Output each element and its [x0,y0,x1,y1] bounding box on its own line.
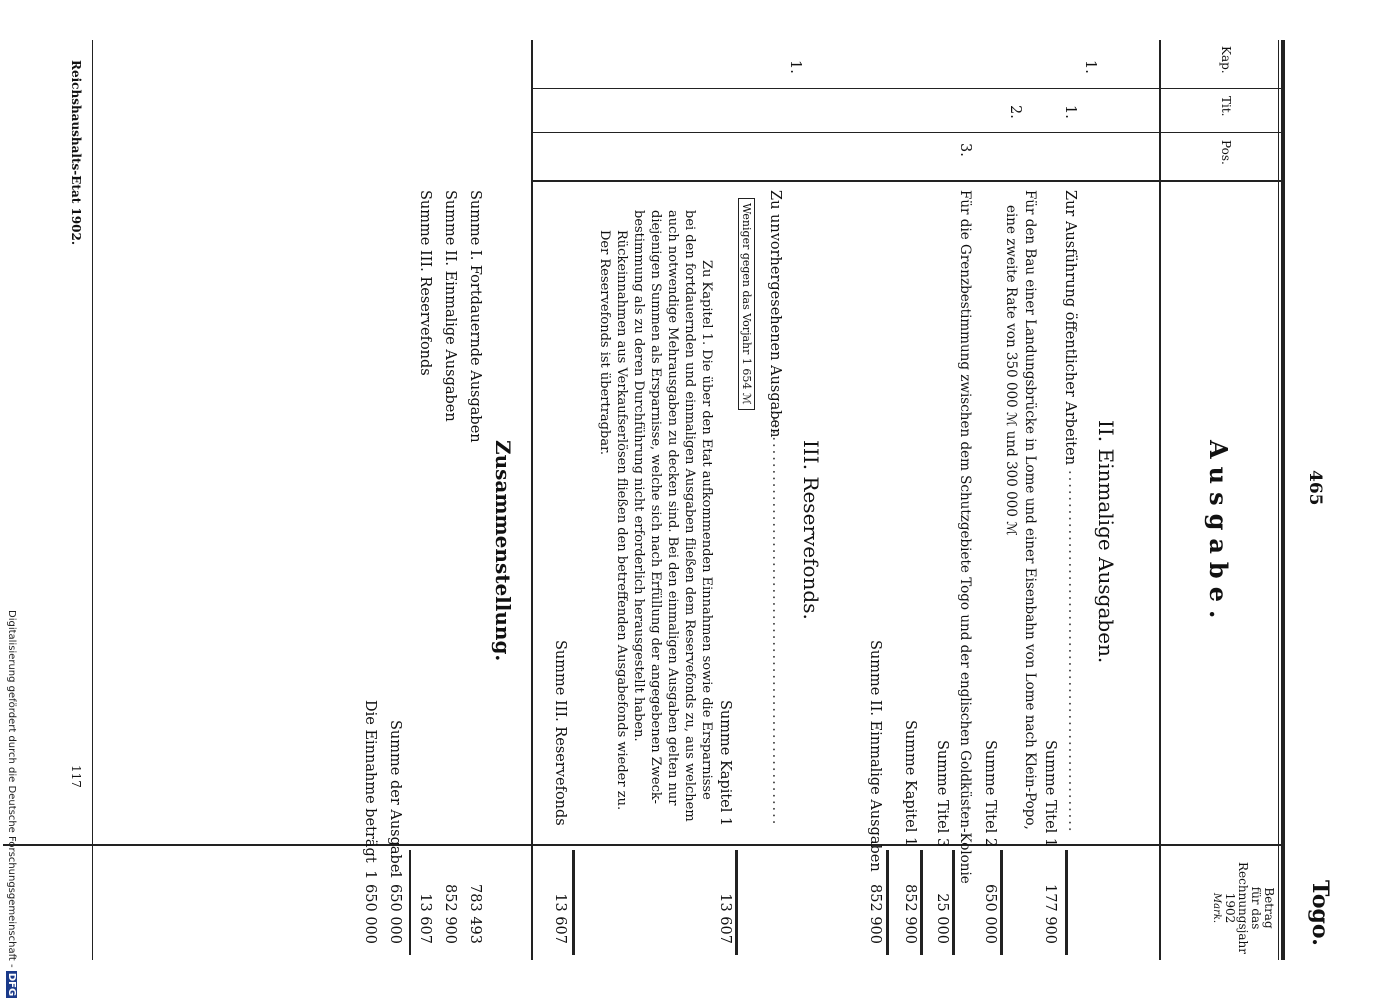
sep-kap [533,88,1283,89]
s2-sum3-label: Summe Titel 3 [934,740,950,848]
sep-pos [533,180,1283,182]
s2-sum-ii-label: Summe II. Einmalige Ausgaben [867,640,883,872]
top-rule-thin [1278,40,1279,960]
heading-ausgabe: Ausgabe. [1204,440,1233,627]
s2-sum1-value: 177 900 [1042,884,1058,944]
s2-tit1: 1. [1062,105,1078,119]
footer-left: Reichshaushalts-Etat 1902. [69,60,83,246]
col-betrag: Betrag für das Rechnungsjahr 1902 Mark. [1211,862,1276,954]
summary-row-1-value: 783 493 [467,884,483,944]
summary-row-1-label: Summe I. Fortdauernde Ausgaben [467,190,483,443]
s3-sum-iii-value: 13 607 [552,893,568,944]
s2-sum3-rule [952,850,955,955]
section-ii-title: II. Einmalige Ausgaben. [1094,420,1118,664]
s2-item1-leader: ....................................................... [1065,470,1081,834]
sep-amount [3,844,1283,846]
dfg-badge: DFG [6,972,17,997]
s3-item: Zu unvorhergesehenen Ausgaben [767,190,783,438]
summary-total-rule [409,850,411,955]
s2-sum-ii-rule [886,850,889,955]
summary-rule [531,40,533,960]
bottom-rule [92,40,93,960]
s3-sum-iii-label: Summe III. Reservefonds [552,640,568,826]
s3-note: Zu Kapitel 1. Die über den Etat aufkommenden Einnahmen sowie die Ersparnisse bei den fortdauernden und einmaligen Ausgaben fließen dem Reservefonds zu, aus welchem auch notwendige Mehrausgaben zu decken sind. Bei den einmaligen Ausgaben gelten nur diejenigen Summen als Ersparnisse, welche sich nach Erfüllung der angegebenen Zweck- bestimmung als zu deren Durchführung nicht erforderlich herausgestellt haben. Rückeinnahmen aus Verkaufserlösen fließen den betreffenden Ausgabefonds wieder zu. Der Reservefonds ist übertragbar. [597,210,714,822]
s2-item2-line1: Für den Bau einer Landungsbrücke in Lome und einer Eisenbahn von Lome nach Klein-Popo, [1022,190,1038,830]
s2-tit2: 2. [1007,105,1023,119]
summary-income-label: Die Einnahme beträgt [362,700,378,863]
footer-right: 117 [69,765,83,788]
s2-item3: Für die Grenzbestimmung zwischen dem Schutzgebiete Togo und der englischen Goldküsten-Kolonie [957,190,973,884]
s3-sumkap-value: 13 607 [717,893,733,944]
col-pos: Pos. [1219,140,1233,165]
s2-kap: 1. [1082,60,1098,74]
col-kap: Kap. [1219,46,1233,74]
summary-row-2-value: 852 900 [442,884,458,944]
summary-row-3-value: 13 607 [417,893,433,944]
s2-sum2-rule [1000,850,1003,955]
summary-income-value: 1 650 000 [362,870,378,944]
s2-sum3-value: 25 000 [934,893,950,944]
s3-item-leader: ............................................................... [769,410,785,827]
s2-sum1-rule [1065,850,1068,955]
summary-total-value: 1 650 000 [387,870,403,944]
summary-row-2-label: Summe II. Einmalige Ausgaben [442,190,458,422]
s2-sumkap-label: Summe Kapitel 1 [902,720,918,847]
sep-tit [533,132,1283,133]
s3-sumkap-label: Summe Kapitel 1 [717,700,733,827]
header-rule [1159,40,1161,960]
s3-sumkap-rule [735,850,738,955]
s2-item2-line2: eine zweite Rate von 350 000 ℳ und 300 000 ℳ [1003,205,1019,536]
s2-sum-ii-value: 852 900 [867,884,883,944]
country-title: Togo. [1307,880,1333,946]
s3-box: Weniger gegen das Vorjahr 1 654 ℳ [739,198,758,410]
s2-item1: Zur Ausführung öffentlicher Arbeiten [1062,190,1078,466]
s2-tit3: 3. [957,143,973,157]
top-rule-thick [1281,40,1285,960]
page-number: 465 [1305,470,1325,506]
s2-sum2-value: 650 000 [982,884,998,944]
col-tit: Tit. [1219,96,1233,117]
s3-kap: 1. [787,60,803,74]
summary-total-label: Summe der Ausgabe [387,720,403,873]
digitization-credit: Digitalisierung gefördert durch die Deutsche Forschungsgemeinschaft - DFG [6,610,17,997]
summary-title: Zusammenstellung. [491,440,515,662]
s2-sum1-label: Summe Titel 1 [1042,740,1058,848]
s2-sum2-label: Summe Titel 2 [982,740,998,848]
s2-sumkap-value: 852 900 [902,884,918,944]
s3-sum-iii-rule [572,850,575,955]
section-iii-title: III. Reservefonds. [799,440,823,620]
s2-sumkap-rule [920,850,923,955]
summary-row-3-label: Summe III. Reservefonds [417,190,433,376]
